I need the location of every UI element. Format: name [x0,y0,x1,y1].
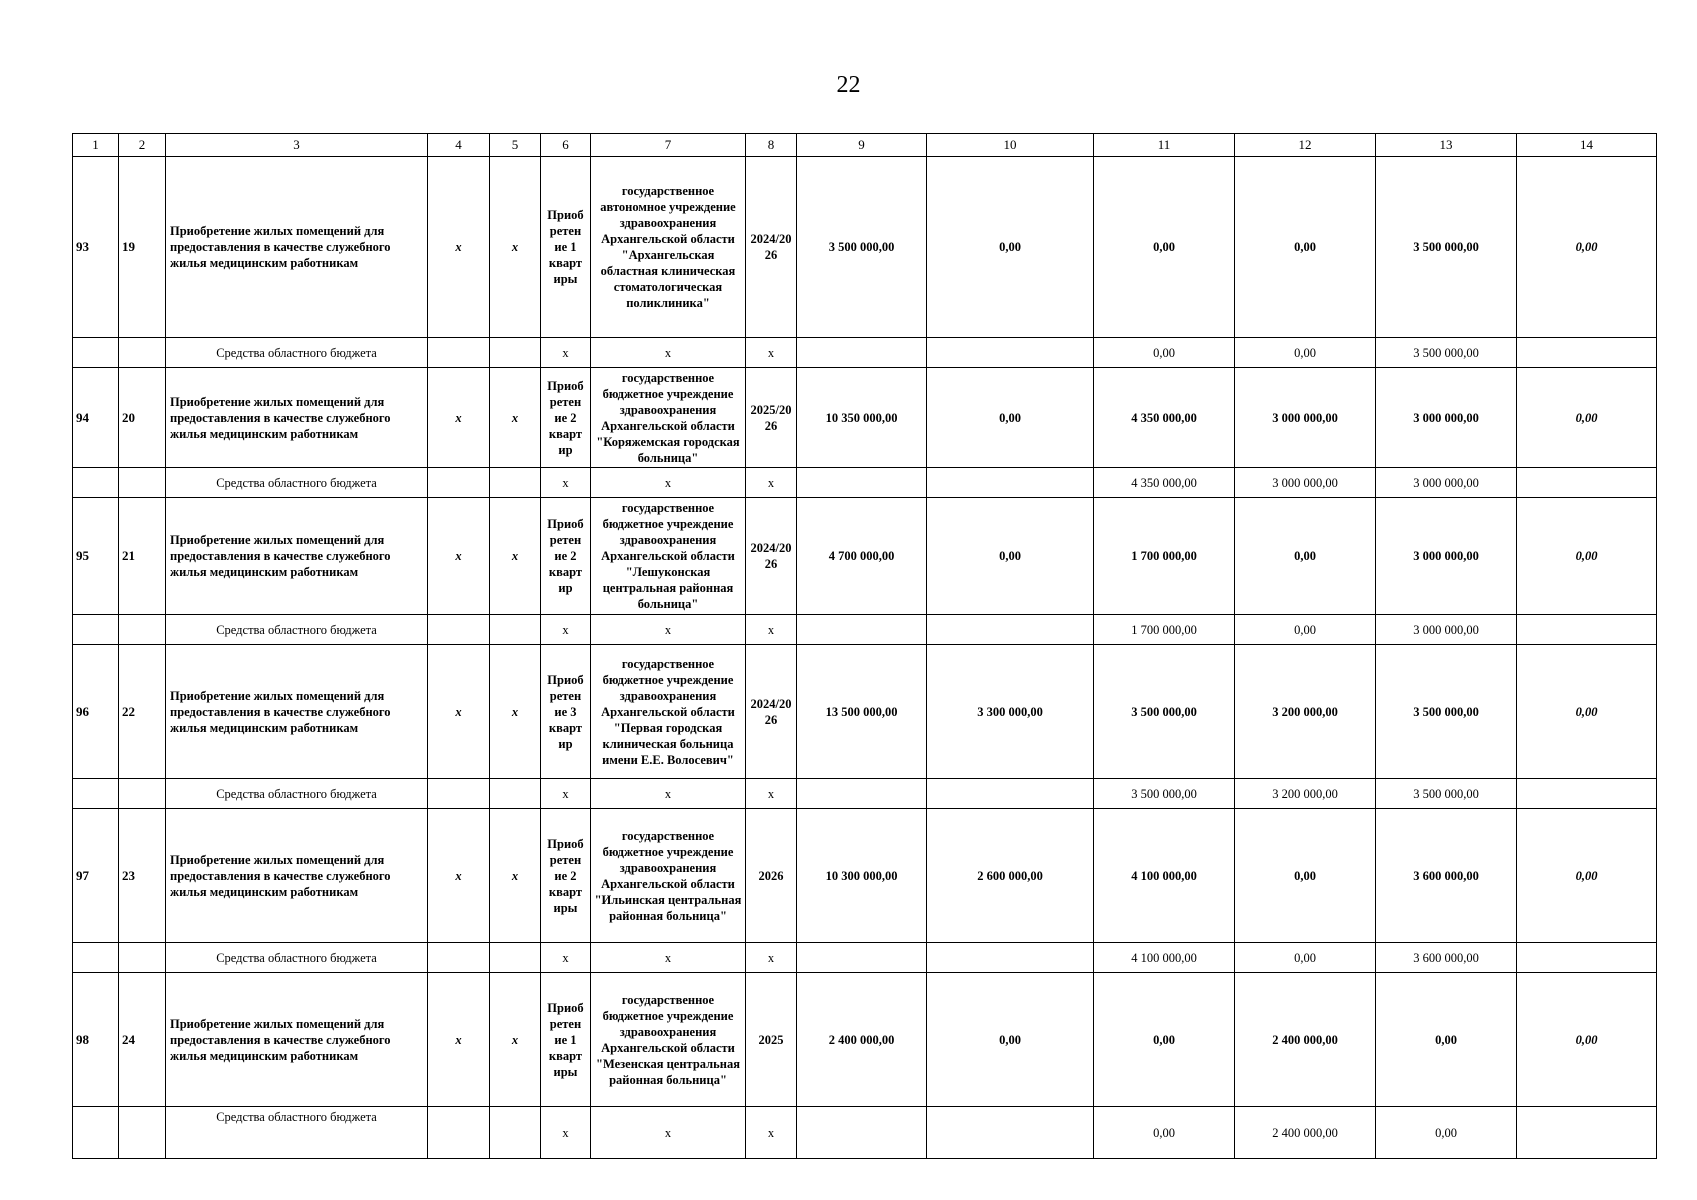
amount-col11: 1 700 000,00 [1094,498,1235,615]
cell-col5: х [490,809,541,943]
funding-source-row [73,338,1657,368]
cell-col9 [797,1107,927,1159]
column-number: 1 [73,134,119,157]
amount-col11: 4 350 000,00 [1094,368,1235,468]
cell-col4: х [428,368,490,468]
amount-col11: 4 350 000,00 [1094,468,1235,498]
budget-table [72,133,1657,1159]
years: 2026 [746,809,797,943]
amount-col13: 3 600 000,00 [1376,943,1517,973]
amount-col13: 3 000 000,00 [1376,368,1517,468]
cell-col9 [797,779,927,809]
amount-col12: 3 000 000,00 [1235,368,1376,468]
cell-col10 [927,468,1094,498]
amount-col11: 0,00 [1094,1107,1235,1159]
amount-col12: 2 400 000,00 [1235,1107,1376,1159]
acquisition-type: Приоб ретен ие 1 кварт иры [541,157,591,338]
item-number: 21 [119,498,166,615]
amount-col12: 0,00 [1235,157,1376,338]
item-number: 20 [119,368,166,468]
row-number: 96 [73,645,119,779]
table-row [73,645,1657,779]
amount-col11: 3 500 000,00 [1094,779,1235,809]
amount-col14: 0,00 [1517,498,1657,615]
cell-col5: х [490,498,541,615]
column-number: 9 [797,134,927,157]
institution-name: государственное бюджетное учреждение здравоохранения Архангельской области "Ильинская центральная районная больница" [591,809,746,943]
amount-col10: 2 600 000,00 [927,809,1094,943]
amount-col12: 3 000 000,00 [1235,468,1376,498]
amount-col13: 3 500 000,00 [1376,779,1517,809]
funding-source: Средства областного бюджета [166,943,428,973]
column-number-row [73,134,1657,157]
total-amount: 4 700 000,00 [797,498,927,615]
column-number: 3 [166,134,428,157]
amount-col13: 3 000 000,00 [1376,498,1517,615]
table-row [73,157,1657,338]
amount-col13: 3 500 000,00 [1376,157,1517,338]
acquisition-type: Приоб ретен ие 2 кварт иры [541,809,591,943]
funding-source-row [73,468,1657,498]
cell-col5: х [490,645,541,779]
amount-col11: 0,00 [1094,157,1235,338]
cell-col8: х [746,615,797,645]
cell-col6: х [541,1107,591,1159]
column-number: 7 [591,134,746,157]
cell-col6: х [541,779,591,809]
column-number: 5 [490,134,541,157]
total-amount: 3 500 000,00 [797,157,927,338]
column-number: 4 [428,134,490,157]
row-number: 94 [73,368,119,468]
institution-name: государственное бюджетное учреждение здравоохранения Архангельской области "Первая городская клиническая больница имени Е.Е. Волосевич" [591,645,746,779]
amount-col13: 3 500 000,00 [1376,645,1517,779]
total-amount: 10 350 000,00 [797,368,927,468]
item-number: 19 [119,157,166,338]
amount-col14: 0,00 [1517,973,1657,1107]
amount-col10: 0,00 [927,498,1094,615]
funding-source: Средства областного бюджета [166,615,428,645]
amount-col14: 0,00 [1517,645,1657,779]
amount-col14: 0,00 [1517,809,1657,943]
row-number: 95 [73,498,119,615]
amount-col12: 0,00 [1235,809,1376,943]
amount-col12: 0,00 [1235,338,1376,368]
amount-col13: 3 600 000,00 [1376,809,1517,943]
cell-col6: х [541,615,591,645]
acquisition-type: Приоб ретен ие 3 кварт ир [541,645,591,779]
measure-name: Приобретение жилых помещений для предоставления в качестве служебного жилья медицинским работникам [166,498,428,615]
amount-col11: 0,00 [1094,338,1235,368]
amount-col12: 3 200 000,00 [1235,645,1376,779]
cell-col7: х [591,338,746,368]
amount-col12: 0,00 [1235,615,1376,645]
amount-col13: 3 000 000,00 [1376,615,1517,645]
institution-name: государственное бюджетное учреждение здравоохранения Архангельской области "Коряжемская городская больница" [591,368,746,468]
cell-col10 [927,1107,1094,1159]
cell-col14 [1517,779,1657,809]
amount-col10: 0,00 [927,973,1094,1107]
amount-col11: 3 500 000,00 [1094,645,1235,779]
funding-source: Средства областного бюджета [166,1107,428,1159]
cell-col14 [1517,468,1657,498]
cell-col14 [1517,943,1657,973]
amount-col11: 0,00 [1094,973,1235,1107]
column-number: 2 [119,134,166,157]
total-amount: 2 400 000,00 [797,973,927,1107]
amount-col13: 0,00 [1376,1107,1517,1159]
cell-col14 [1517,1107,1657,1159]
column-number: 8 [746,134,797,157]
years: 2024/20 26 [746,498,797,615]
cell-col14 [1517,338,1657,368]
total-amount: 10 300 000,00 [797,809,927,943]
amount-col11: 4 100 000,00 [1094,809,1235,943]
funding-source-row [73,943,1657,973]
column-number: 11 [1094,134,1235,157]
cell-col10 [927,615,1094,645]
measure-name: Приобретение жилых помещений для предоставления в качестве служебного жилья медицинским работникам [166,973,428,1107]
column-number: 10 [927,134,1094,157]
cell-col8: х [746,468,797,498]
amount-col12: 0,00 [1235,943,1376,973]
measure-name: Приобретение жилых помещений для предоставления в качестве служебного жилья медицинским работникам [166,368,428,468]
acquisition-type: Приоб ретен ие 2 кварт ир [541,368,591,468]
funding-source-row [73,615,1657,645]
amount-col14: 0,00 [1517,368,1657,468]
cell-col4: х [428,498,490,615]
amount-col11: 1 700 000,00 [1094,615,1235,645]
measure-name: Приобретение жилых помещений для предоставления в качестве служебного жилья медицинским работникам [166,809,428,943]
column-number: 13 [1376,134,1517,157]
amount-col12: 3 200 000,00 [1235,779,1376,809]
years: 2025 [746,973,797,1107]
amount-col13: 3 000 000,00 [1376,468,1517,498]
funding-source-row [73,1107,1657,1159]
amount-col12: 0,00 [1235,498,1376,615]
row-number: 93 [73,157,119,338]
table-row [73,973,1657,1107]
cell-col9 [797,468,927,498]
amount-col10: 3 300 000,00 [927,645,1094,779]
institution-name: государственное бюджетное учреждение здравоохранения Архангельской области "Мезенская центральная районная больница" [591,973,746,1107]
acquisition-type: Приоб ретен ие 2 кварт ир [541,498,591,615]
cell-col7: х [591,1107,746,1159]
cell-col8: х [746,779,797,809]
cell-col14 [1517,615,1657,645]
funding-source: Средства областного бюджета [166,468,428,498]
row-number: 98 [73,973,119,1107]
years: 2024/20 26 [746,157,797,338]
cell-col4: х [428,645,490,779]
cell-col7: х [591,779,746,809]
row-number: 97 [73,809,119,943]
cell-col7: х [591,943,746,973]
cell-col8: х [746,338,797,368]
amount-col12: 2 400 000,00 [1235,973,1376,1107]
column-number: 12 [1235,134,1376,157]
table-row [73,368,1657,468]
item-number: 22 [119,645,166,779]
cell-col6: х [541,468,591,498]
funding-source: Средства областного бюджета [166,338,428,368]
acquisition-type: Приоб ретен ие 1 кварт иры [541,973,591,1107]
cell-col4: х [428,157,490,338]
total-amount: 13 500 000,00 [797,645,927,779]
cell-col9 [797,615,927,645]
cell-col4: х [428,973,490,1107]
measure-name: Приобретение жилых помещений для предоставления в качестве служебного жилья медицинским работникам [166,157,428,338]
institution-name: государственное автономное учреждение здравоохранения Архангельской области "Архангельская областная клиническая стоматологическая поликлиника" [591,157,746,338]
item-number: 23 [119,809,166,943]
cell-col5: х [490,368,541,468]
cell-col4: х [428,809,490,943]
cell-col9 [797,338,927,368]
cell-col10 [927,338,1094,368]
institution-name: государственное бюджетное учреждение здравоохранения Архангельской области "Лешуконская центральная районная больница" [591,498,746,615]
cell-col10 [927,943,1094,973]
column-number: 6 [541,134,591,157]
cell-col6: х [541,943,591,973]
years: 2024/20 26 [746,645,797,779]
item-number: 24 [119,973,166,1107]
years: 2025/20 26 [746,368,797,468]
cell-col7: х [591,615,746,645]
cell-col5: х [490,157,541,338]
amount-col10: 0,00 [927,368,1094,468]
amount-col10: 0,00 [927,157,1094,338]
amount-col13: 0,00 [1376,973,1517,1107]
column-number: 14 [1517,134,1657,157]
funding-source-row [73,779,1657,809]
table-row [73,498,1657,615]
funding-source: Средства областного бюджета [166,779,428,809]
cell-col6: х [541,338,591,368]
amount-col13: 3 500 000,00 [1376,338,1517,368]
measure-name: Приобретение жилых помещений для предоставления в качестве служебного жилья медицинским работникам [166,645,428,779]
cell-col9 [797,943,927,973]
cell-col5: х [490,973,541,1107]
cell-col10 [927,779,1094,809]
cell-col8: х [746,1107,797,1159]
cell-col8: х [746,943,797,973]
amount-col14: 0,00 [1517,157,1657,338]
amount-col11: 4 100 000,00 [1094,943,1235,973]
cell-col7: х [591,468,746,498]
table-row [73,809,1657,943]
page-number: 22 [836,72,861,98]
